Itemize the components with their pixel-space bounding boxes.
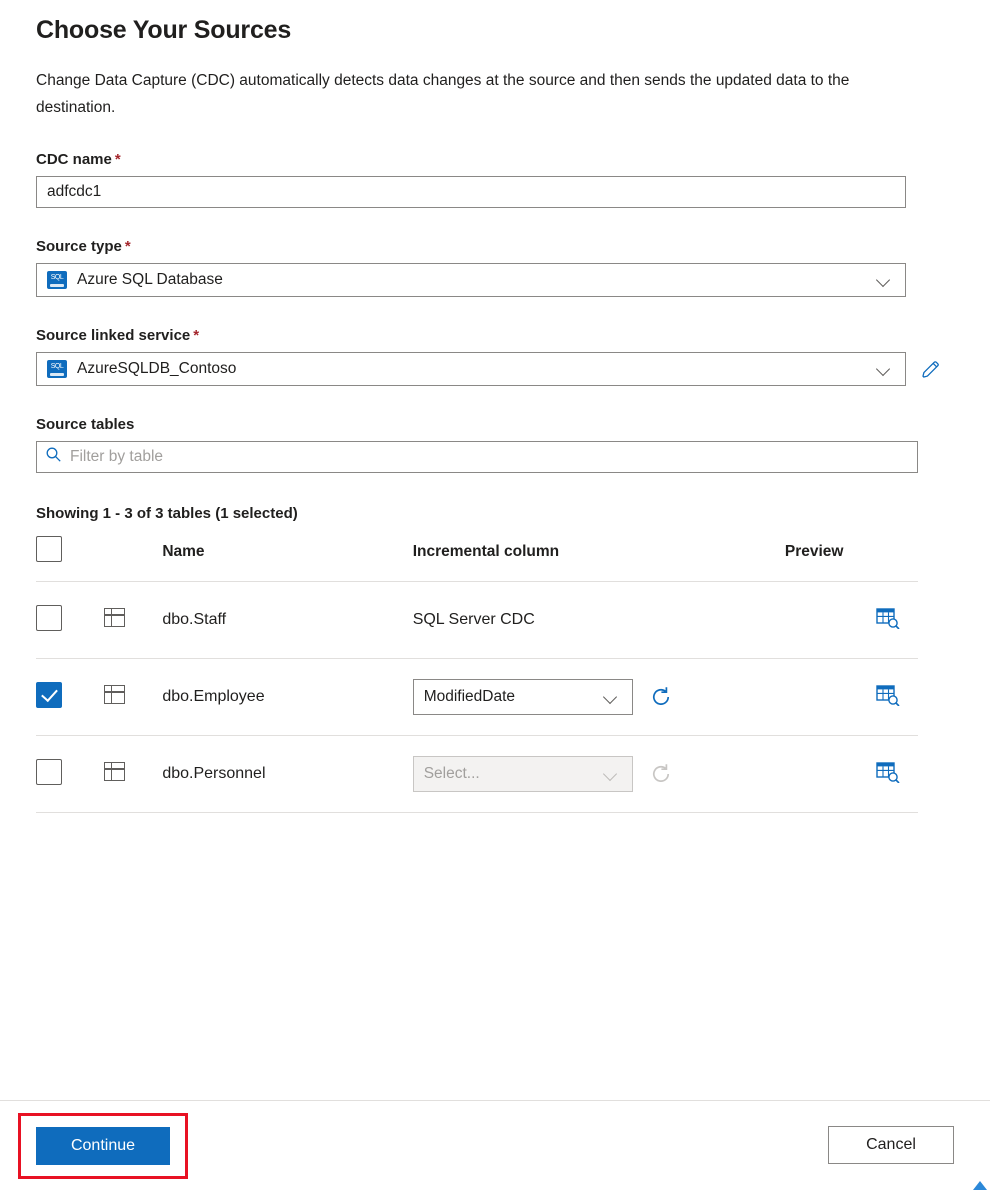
source-linked-service-required-marker: * xyxy=(193,327,200,345)
page-title: Choose Your Sources xyxy=(36,16,292,44)
table-filter-input[interactable] xyxy=(36,441,918,473)
scroll-down-arrow-icon[interactable] xyxy=(973,1181,987,1190)
row-select-cell xyxy=(36,582,104,659)
select-all-checkbox[interactable] xyxy=(36,536,62,562)
row-checkbox[interactable] xyxy=(36,759,62,785)
source-linked-service-row xyxy=(36,352,954,386)
row-name-cell: dbo.Employee xyxy=(162,659,412,736)
chevron-down-icon xyxy=(877,362,891,376)
wizard-footer xyxy=(0,1100,990,1192)
source-tables-label-text: Source tables xyxy=(36,416,135,434)
preview-table-icon[interactable] xyxy=(876,607,900,629)
row-name-cell: dbo.Personnel xyxy=(162,736,412,813)
chevron-down-icon xyxy=(877,273,891,287)
name-header: Name xyxy=(162,536,412,582)
cdc-name-value: adfcdc1 xyxy=(47,183,102,201)
table-header-row xyxy=(36,536,918,582)
cdc-name-required-marker: * xyxy=(114,151,121,169)
row-incremental-cell xyxy=(413,582,785,659)
source-linked-service-label-text: Source linked service xyxy=(36,327,191,345)
row-preview-cell xyxy=(785,582,918,659)
cdc-name-label xyxy=(36,151,954,168)
azure-sql-database-icon xyxy=(47,360,67,378)
source-tables-table xyxy=(36,536,918,813)
chevron-down-icon xyxy=(604,690,618,704)
row-incremental-cell xyxy=(413,659,785,736)
preview-table-icon[interactable] xyxy=(876,761,900,783)
row-select-cell xyxy=(36,736,104,813)
source-type-required-marker: * xyxy=(124,238,131,256)
table-icon xyxy=(104,608,125,627)
table-row xyxy=(36,736,918,813)
row-preview-cell xyxy=(785,736,918,813)
incremental-cell-wrap xyxy=(413,756,785,792)
continue-button[interactable]: Continue xyxy=(36,1127,170,1165)
chevron-down-icon xyxy=(604,767,618,781)
cdc-name-label-text: CDC name xyxy=(36,151,112,169)
source-type-dropdown[interactable] xyxy=(36,263,906,297)
cancel-button[interactable]: Cancel xyxy=(828,1126,954,1164)
incremental-column-header: Incremental column xyxy=(413,536,785,582)
source-linked-service-label xyxy=(36,327,954,344)
azure-sql-database-icon xyxy=(47,271,67,289)
row-checkbox[interactable] xyxy=(36,605,62,631)
source-linked-service-value: AzureSQLDB_Contoso xyxy=(77,360,237,378)
icon-header xyxy=(104,536,163,582)
table-icon xyxy=(104,685,125,704)
table-filter-placeholder: Filter by table xyxy=(70,448,164,466)
incremental-column-dropdown[interactable] xyxy=(413,756,633,792)
incremental-column-value: Select... xyxy=(423,765,480,783)
incremental-cell-wrap xyxy=(413,679,785,715)
preview-header: Preview xyxy=(785,536,918,582)
row-icon-cell xyxy=(104,582,163,659)
cdc-name-input[interactable] xyxy=(36,176,906,208)
source-type-label-text: Source type xyxy=(36,238,122,256)
row-incremental-cell xyxy=(413,736,785,813)
incremental-column-dropdown[interactable] xyxy=(413,679,633,715)
table-row xyxy=(36,582,918,659)
table-icon xyxy=(104,762,125,781)
row-select-cell xyxy=(36,659,104,736)
row-name-cell: dbo.Staff xyxy=(162,582,412,659)
source-tables-label xyxy=(36,416,954,433)
source-linked-service-dropdown[interactable] xyxy=(36,352,906,386)
select-all-header xyxy=(36,536,104,582)
row-icon-cell xyxy=(104,736,163,813)
incremental-column-value: ModifiedDate xyxy=(423,688,516,706)
row-icon-cell xyxy=(104,659,163,736)
pencil-icon[interactable] xyxy=(920,358,942,380)
source-type-value: Azure SQL Database xyxy=(77,271,223,289)
source-type-label xyxy=(36,238,954,255)
search-icon xyxy=(45,446,62,468)
refresh-icon[interactable] xyxy=(649,762,673,786)
showing-count-text: Showing 1 - 3 of 3 tables (1 selected) xyxy=(36,505,298,523)
incremental-column-text: SQL Server CDC xyxy=(412,611,535,629)
preview-table-icon[interactable] xyxy=(876,684,900,706)
page-description: Change Data Capture (CDC) automatically detects data changes at the source and then sends the updated data to the destination. xyxy=(36,72,850,117)
refresh-icon[interactable] xyxy=(649,685,673,709)
row-checkbox[interactable] xyxy=(36,682,62,708)
row-preview-cell xyxy=(785,659,918,736)
table-row xyxy=(36,659,918,736)
